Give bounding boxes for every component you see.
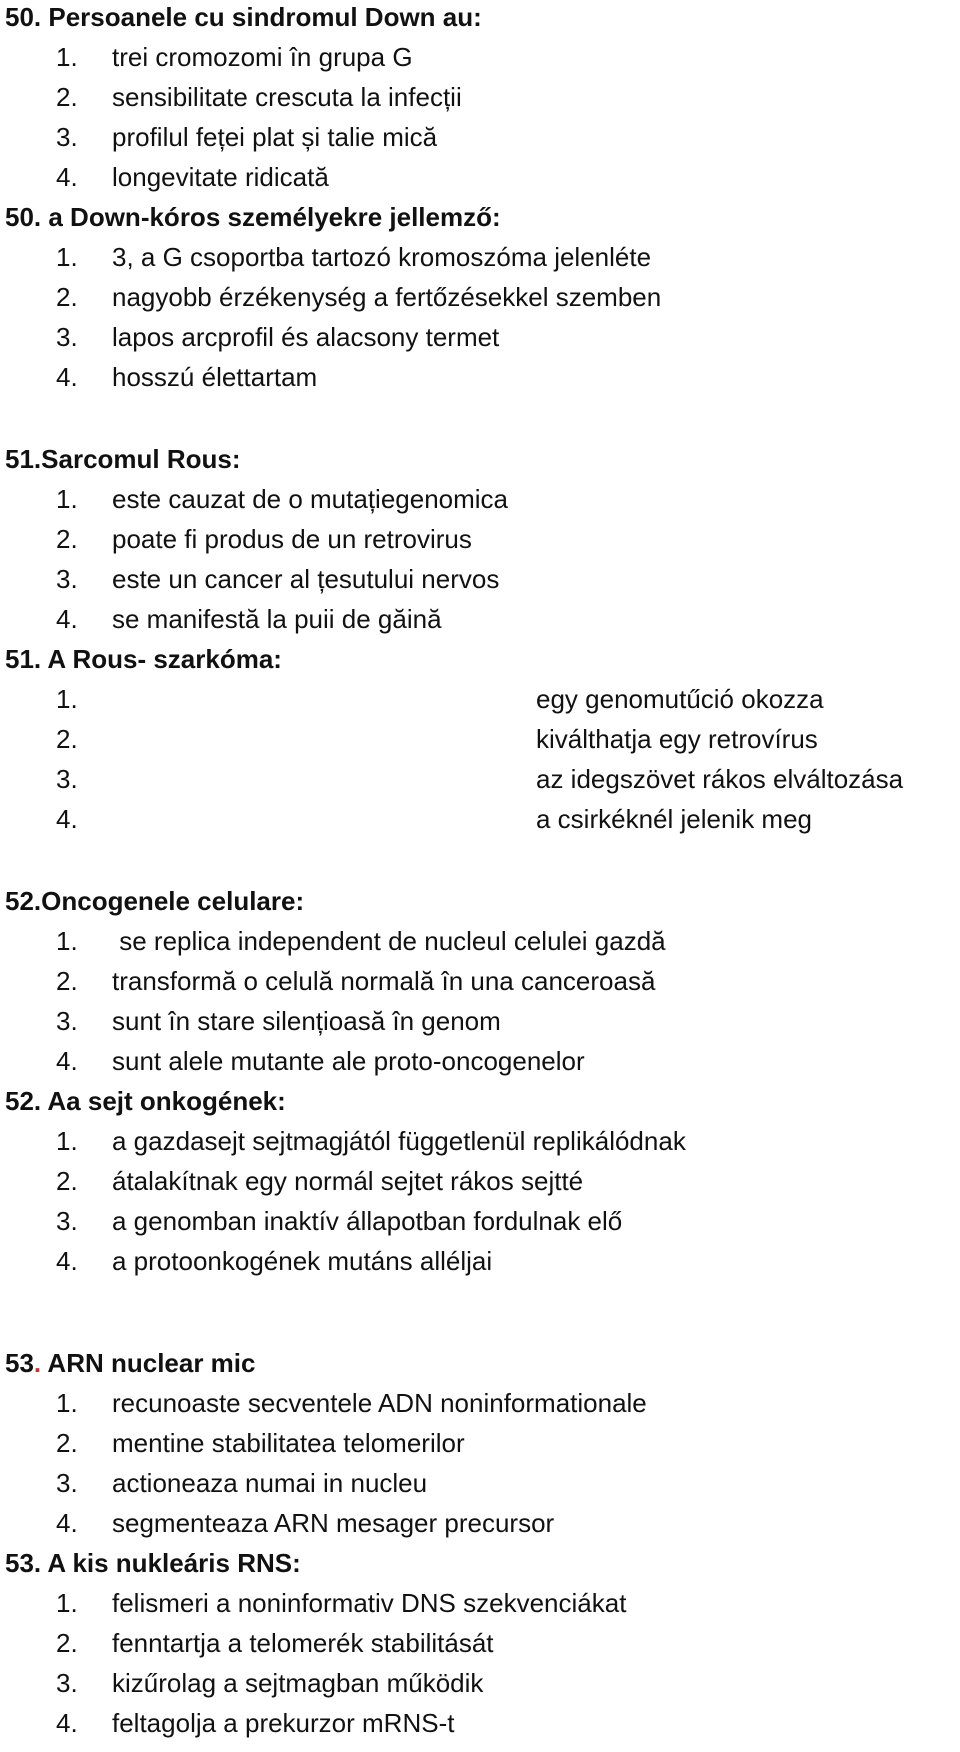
- answer-option: [56, 966, 655, 996]
- answer-option: [56, 122, 437, 152]
- option-number: 2.: [56, 524, 78, 554]
- answer-option: [56, 724, 818, 754]
- option-number: 1.: [56, 1588, 78, 1618]
- option-number: 2.: [56, 1166, 78, 1196]
- question-title-text: ARN nuclear mic: [41, 1348, 256, 1378]
- option-number: 2.: [56, 1628, 78, 1658]
- option-text: poate fi produs de un retrovirus: [112, 524, 472, 554]
- answer-option: [56, 524, 472, 554]
- option-number: 1.: [56, 926, 78, 956]
- option-number: 1.: [56, 484, 78, 514]
- option-text: se replica independent de nucleul celulei gazdă: [112, 926, 666, 956]
- answer-option: [56, 764, 904, 794]
- question-number: 53: [5, 1348, 34, 1378]
- answer-option: [56, 1668, 483, 1698]
- answer-option: [56, 242, 651, 272]
- option-text: longevitate ridicată: [112, 162, 329, 192]
- question-title: 50. Persoanele cu sindromul Down au:: [5, 2, 482, 32]
- question-title: 51.Sarcomul Rous:: [5, 444, 241, 474]
- option-text: trei cromozomi în grupa G: [112, 42, 413, 72]
- option-text: a gazdasejt sejtmagjától függetlenül replikálódnak: [112, 1126, 686, 1156]
- answer-option: [56, 684, 824, 714]
- answer-option: [56, 1166, 583, 1196]
- option-text: a genomban inaktív állapotban fordulnak elő: [112, 1206, 623, 1236]
- answer-option: [56, 282, 661, 312]
- option-text: sensibilitate crescuta la infecții: [112, 82, 462, 112]
- option-number: 3.: [56, 1668, 78, 1698]
- option-number: 4.: [56, 1508, 78, 1538]
- question-title: 52.Oncogenele celulare:: [5, 886, 305, 916]
- option-number: 2.: [56, 82, 78, 112]
- answer-option: [56, 162, 329, 192]
- answer-option: [56, 564, 499, 594]
- option-text: mentine stabilitatea telomerilor: [112, 1428, 465, 1458]
- option-text: a csirkéknél jelenik meg: [536, 804, 813, 834]
- option-number: 4.: [56, 804, 78, 834]
- question-title: 53. A kis nukleáris RNS:: [5, 1548, 301, 1578]
- option-text: felismeri a noninformativ DNS szekvenciákat: [112, 1588, 627, 1618]
- option-number: 1.: [56, 1126, 78, 1156]
- answer-option: [56, 82, 462, 112]
- option-number: 3.: [56, 1468, 78, 1498]
- option-number: 2.: [56, 282, 78, 312]
- answer-option: [56, 1628, 494, 1658]
- option-number: 4.: [56, 1046, 78, 1076]
- option-number: 3.: [56, 764, 78, 794]
- answer-option: [56, 1708, 454, 1738]
- answer-option: [56, 42, 413, 72]
- option-text: 3, a G csoportba tartozó kromoszóma jelenléte: [112, 242, 652, 272]
- question-title: 51. A Rous- szarkóma:: [5, 644, 282, 674]
- option-number: 1.: [56, 684, 78, 714]
- answer-option: [56, 1126, 686, 1156]
- option-text: hosszú élettartam: [112, 362, 318, 392]
- answer-option: [56, 1588, 626, 1618]
- option-text: recunoaste secventele ADN noninformationale: [112, 1388, 647, 1418]
- answer-option: [56, 1006, 501, 1036]
- answer-option: [56, 1468, 427, 1498]
- option-text: se manifestă la puii de găină: [112, 604, 442, 634]
- option-number: 3.: [56, 564, 78, 594]
- option-text: feltagolja a prekurzor mRNS-t: [112, 1708, 455, 1738]
- answer-option: [56, 1206, 622, 1236]
- answer-option: [56, 322, 499, 352]
- answer-option: [56, 1246, 492, 1276]
- option-number: 4.: [56, 1246, 78, 1276]
- option-number: 1.: [56, 42, 78, 72]
- answer-option: [56, 1508, 554, 1538]
- option-text: az idegszövet rákos elváltozása: [536, 764, 904, 794]
- answer-option: [56, 1046, 585, 1076]
- answer-option: [56, 1428, 465, 1458]
- option-text: nagyobb érzékenység a fertőzésekkel szemben: [112, 282, 662, 312]
- question-title: 52. Aa sejt onkogének:: [5, 1086, 286, 1116]
- option-text: actioneaza numai in nucleu: [112, 1468, 428, 1498]
- question-title: 50. a Down-kóros személyekre jellemző:: [5, 202, 501, 232]
- answer-option: [56, 604, 442, 634]
- option-text: este un cancer al țesutului nervos: [112, 564, 500, 594]
- answer-option: [56, 804, 813, 834]
- option-number: 2.: [56, 724, 78, 754]
- option-text: sunt în stare silențioasă în genom: [112, 1006, 501, 1036]
- option-number: 1.: [56, 1388, 78, 1418]
- option-number: 3.: [56, 122, 78, 152]
- option-number: 3.: [56, 322, 78, 352]
- option-number: 1.: [56, 242, 78, 272]
- answer-option: [56, 1388, 647, 1418]
- option-number: 2.: [56, 966, 78, 996]
- option-text: este cauzat de o mutațiegenomica: [112, 484, 509, 514]
- option-number: 4.: [56, 362, 78, 392]
- option-number: 3.: [56, 1006, 78, 1036]
- option-number: 4.: [56, 1708, 78, 1738]
- option-text: profilul feței plat și talie mică: [112, 122, 438, 152]
- answer-option: [56, 362, 317, 392]
- answer-option: [56, 926, 666, 956]
- option-number: 4.: [56, 604, 78, 634]
- option-number: 4.: [56, 162, 78, 192]
- option-text: egy genomutűció okozza: [536, 684, 824, 714]
- option-text: kiválthatja egy retrovírus: [536, 724, 818, 754]
- option-text: sunt alele mutante ale proto-oncogenelor: [112, 1046, 585, 1076]
- option-text: kizűrolag a sejtmagban működik: [112, 1668, 484, 1698]
- option-text: lapos arcprofil és alacsony termet: [112, 322, 500, 352]
- option-text: a protoonkogének mutáns alléljai: [112, 1246, 493, 1276]
- option-number: 2.: [56, 1428, 78, 1458]
- question-number-dot: .: [33, 1348, 42, 1378]
- option-text: fenntartja a telomerék stabilitását: [112, 1628, 494, 1658]
- question-title: [5, 1348, 255, 1378]
- option-text: segmenteaza ARN mesager precursor: [112, 1508, 555, 1538]
- option-number: 3.: [56, 1206, 78, 1236]
- option-text: transformă o celulă normală în una canceroasă: [112, 966, 656, 996]
- answer-option: [56, 484, 508, 514]
- option-text: átalakítnak egy normál sejtet rákos sejtté: [112, 1166, 584, 1196]
